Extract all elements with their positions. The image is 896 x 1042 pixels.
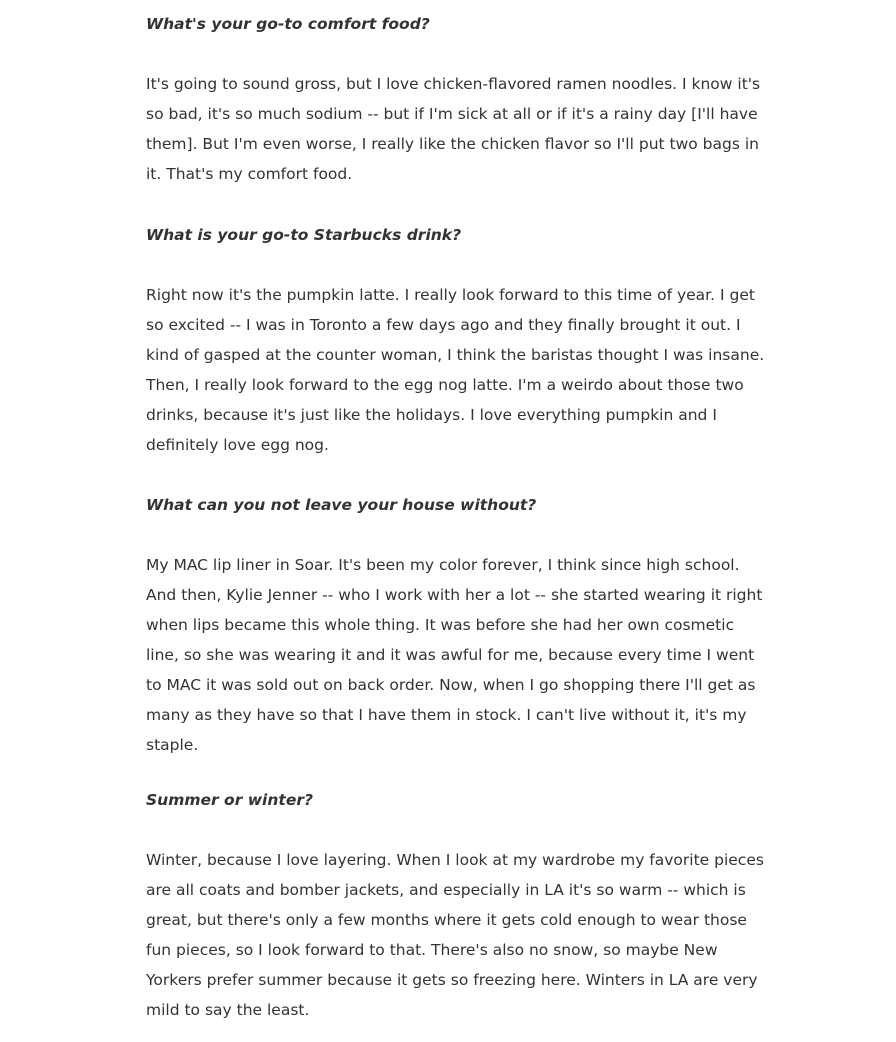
answer-paragraph: Right now it's the pumpkin latte. I really look forward to this time of year. I get so excited -- I was in Toronto a few days ago and they finally brought it out. I kind of gasped at the counter woman, I think the baristas thought I was insane. Then, I really look forward to the egg nog latte. I'm a weirdo about those two drinks, because it's just like the holidays. I love everything pumpkin and I definitely love egg nog. [146, 286, 765, 454]
question-heading: Summer or winter? [146, 791, 313, 809]
answer-paragraph: Winter, because I love layering. When I look at my wardrobe my favorite pieces are all coats and bomber jackets, and especially in LA it's so warm -- which is great, but there's only a few months where it gets cold enough to wear those fun pieces, so I look forward to that. There's also no snow, so maybe New Yorkers prefer summer because it gets so freezing here. Winters in LA are very mild to say the least. [146, 851, 764, 1019]
answer-paragraph: My MAC lip liner in Soar. It's been my color forever, I think since high school. And then, Kylie Jenner -- who I work with her a lot -- she started wearing it right when lips became this whole thing. It was before she had her own cosmetic line, so she was wearing it and it was awful for me, because every time I went to MAC it was sold out on back order. Now, when I go shopping there I'll get as many as they have so that I have them in stock. I can't live without it, it's my staple. [146, 556, 763, 754]
question-heading: What can you not leave your house without? [146, 496, 537, 514]
answer-paragraph: It's going to sound gross, but I love chicken-flavored ramen noodles. I know it's so bad, it's so much sodium -- but if I'm sick at all or if it's a rainy day [I'll have them]. But I'm even worse, I really like the chicken flavor so I'll put two bags in it. That's my comfort food. [146, 75, 761, 183]
question-heading: What is your go-to Starbucks drink? [146, 226, 462, 244]
question-heading: What's your go-to comfort food? [146, 15, 430, 33]
